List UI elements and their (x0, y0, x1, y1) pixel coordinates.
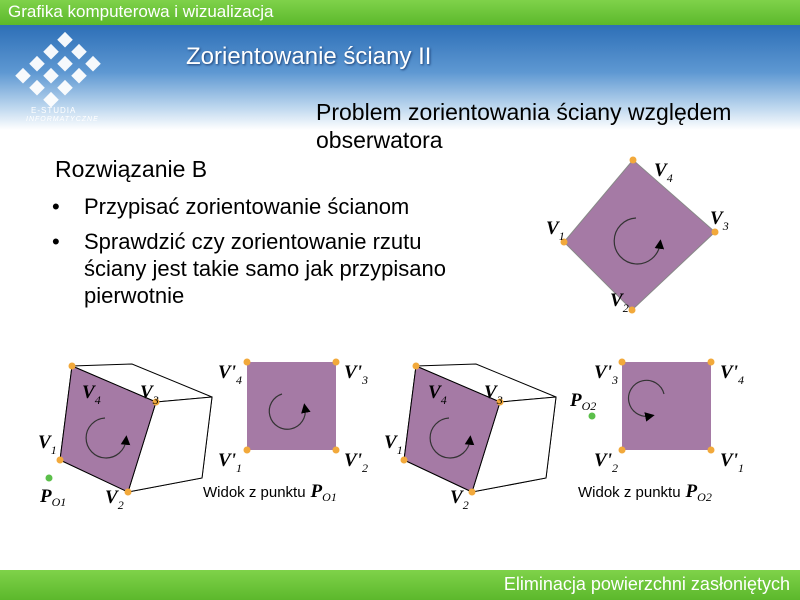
label-V1: $V_1$ (546, 218, 565, 243)
svg-text:V1: $V_1$ (384, 432, 403, 457)
svg-text:V4: $V_4$ (82, 382, 101, 407)
bullet-text: Sprawdzić czy zorientowanie rzutu ściany jest takie samo jak przypisano pierwotnie (84, 229, 446, 308)
cube-1 (38, 363, 212, 513)
cube-2 (384, 363, 556, 513)
svg-text:Widok z punktuPO1: Widok z punktu $P_{O1}$ (203, 481, 337, 504)
slide-title: Zorientowanie ściany II (186, 43, 432, 70)
observer-dot (589, 413, 596, 420)
svg-text:V'2: $V'_2$ (594, 450, 618, 475)
svg-text:V4: $V_4$ (428, 382, 447, 407)
view-1 (203, 359, 368, 505)
course-title: Grafika komputerowa i wizualizacja (8, 2, 274, 21)
view-2 (569, 359, 744, 505)
diamond-face (564, 160, 715, 310)
svg-text:V'4: $V'_4$ (720, 362, 744, 387)
vertex-dot (630, 157, 637, 164)
label-V3: $V_3$ (710, 208, 729, 233)
observer-dot (46, 475, 53, 482)
svg-text:PO2: $P_{O2}$ (570, 390, 597, 413)
bullet-marker: • (52, 194, 60, 219)
svg-text:V2: $V_2$ (105, 487, 124, 512)
svg-text:V'3: $V'_3$ (594, 362, 618, 387)
logo-text-line1: E-STUDIA (31, 106, 77, 115)
svg-text:V3: $V_3$ (484, 382, 503, 407)
logo-text-line2: INFORMATYCZNE (26, 116, 99, 123)
solution-title: Rozwiązanie B (55, 156, 208, 182)
svg-text:Widok z punktuPO2: Widok z punktu $P_{O2}$ (578, 481, 712, 504)
svg-text:PO1: $P_{O1}$ (40, 486, 67, 509)
svg-text:V2: $V_2$ (450, 487, 469, 512)
vertex-dot (629, 307, 636, 314)
bullet-text: Przypisać zorientowanie ścianom (84, 194, 410, 219)
footer-bar (0, 570, 800, 600)
svg-text:V3: $V_3$ (140, 382, 159, 407)
bullet-marker: • (52, 229, 60, 254)
problem-statement: Problem zorientowania ściany względem obserwatora (316, 99, 732, 153)
svg-text:V'1: $V'_1$ (720, 450, 744, 475)
svg-text:V'1: $V'_1$ (218, 450, 242, 475)
label-V2: $V_2$ (610, 290, 629, 315)
svg-text:V'4: $V'_4$ (218, 362, 242, 387)
svg-text:V'2: $V'_2$ (344, 450, 368, 475)
svg-text:V1: $V_1$ (38, 432, 57, 457)
footer-topic: Eliminacja powierzchni zasłoniętych (503, 574, 790, 594)
vertex-dot (712, 229, 719, 236)
svg-text:V'3: $V'_3$ (344, 362, 368, 387)
label-V4: $V_4$ (654, 160, 673, 185)
